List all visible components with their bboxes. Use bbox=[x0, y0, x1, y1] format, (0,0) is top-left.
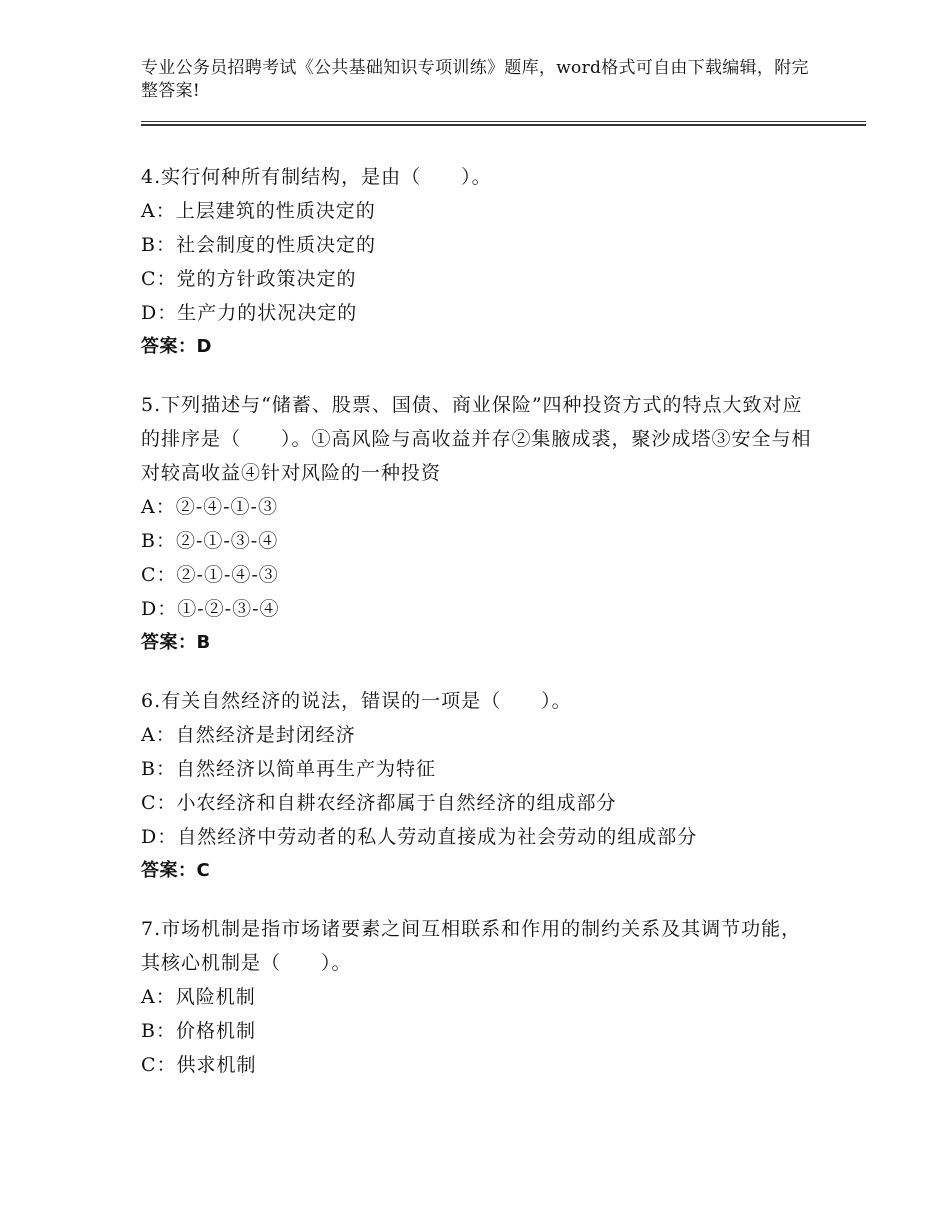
option-a: A：自然经济是封闭经济 bbox=[141, 724, 356, 746]
question-stem: 7.市场机制是指市场诸要素之间互相联系和作用的制约关系及其调节功能，其核心机制是（ ）。 bbox=[141, 918, 802, 974]
option-a: A：②-④-①-③ bbox=[141, 496, 278, 518]
option-a: A：风险机制 bbox=[141, 986, 256, 1008]
option-c: C：党的方针政策决定的 bbox=[141, 268, 357, 290]
header-divider-thick bbox=[141, 124, 866, 126]
option-d: D：生产力的状况决定的 bbox=[141, 302, 358, 324]
option-c: C：②-①-④-③ bbox=[141, 564, 279, 586]
question-stem: 4.实行何种所有制结构，是由（ ）。 bbox=[141, 166, 492, 188]
option-d: D：①-②-③-④ bbox=[141, 598, 280, 620]
question-stem: 5.下列描述与“储蓄、股票、国债、商业保险”四种投资方式的特点大致对应的排序是（ ）。①高风险与高收益并存②集腋成裘，聚沙成塔③安全与相对较高收益④针对风险的一种投资 bbox=[141, 394, 812, 484]
header-text: 专业公务员招聘考试《公共基础知识专项训练》题库，word格式可自由下载编辑，附完整答案! bbox=[141, 58, 809, 101]
answer: 答案：C bbox=[141, 860, 211, 881]
option-c: C：小农经济和自耕农经济都属于自然经济的组成部分 bbox=[141, 792, 617, 814]
option-a: A：上层建筑的性质决定的 bbox=[141, 200, 376, 222]
question-5 bbox=[141, 388, 821, 660]
option-b: B：②-①-③-④ bbox=[141, 530, 279, 552]
answer: 答案：D bbox=[141, 336, 212, 357]
answer: 答案：B bbox=[141, 632, 211, 653]
question-7 bbox=[141, 912, 821, 1082]
option-b: B：社会制度的性质决定的 bbox=[141, 234, 376, 256]
question-stem: 6.有关自然经济的说法，错误的一项是（ ）。 bbox=[141, 690, 572, 712]
page-header bbox=[141, 57, 821, 103]
option-d: D：自然经济中劳动者的私人劳动直接成为社会劳动的组成部分 bbox=[141, 826, 698, 848]
option-b: B：价格机制 bbox=[141, 1020, 256, 1042]
question-list bbox=[141, 160, 821, 1106]
option-c: C：供求机制 bbox=[141, 1054, 257, 1076]
option-b: B：自然经济以简单再生产为特征 bbox=[141, 758, 436, 780]
question-6 bbox=[141, 684, 821, 888]
question-4 bbox=[141, 160, 821, 364]
header-divider-thin bbox=[141, 121, 866, 122]
